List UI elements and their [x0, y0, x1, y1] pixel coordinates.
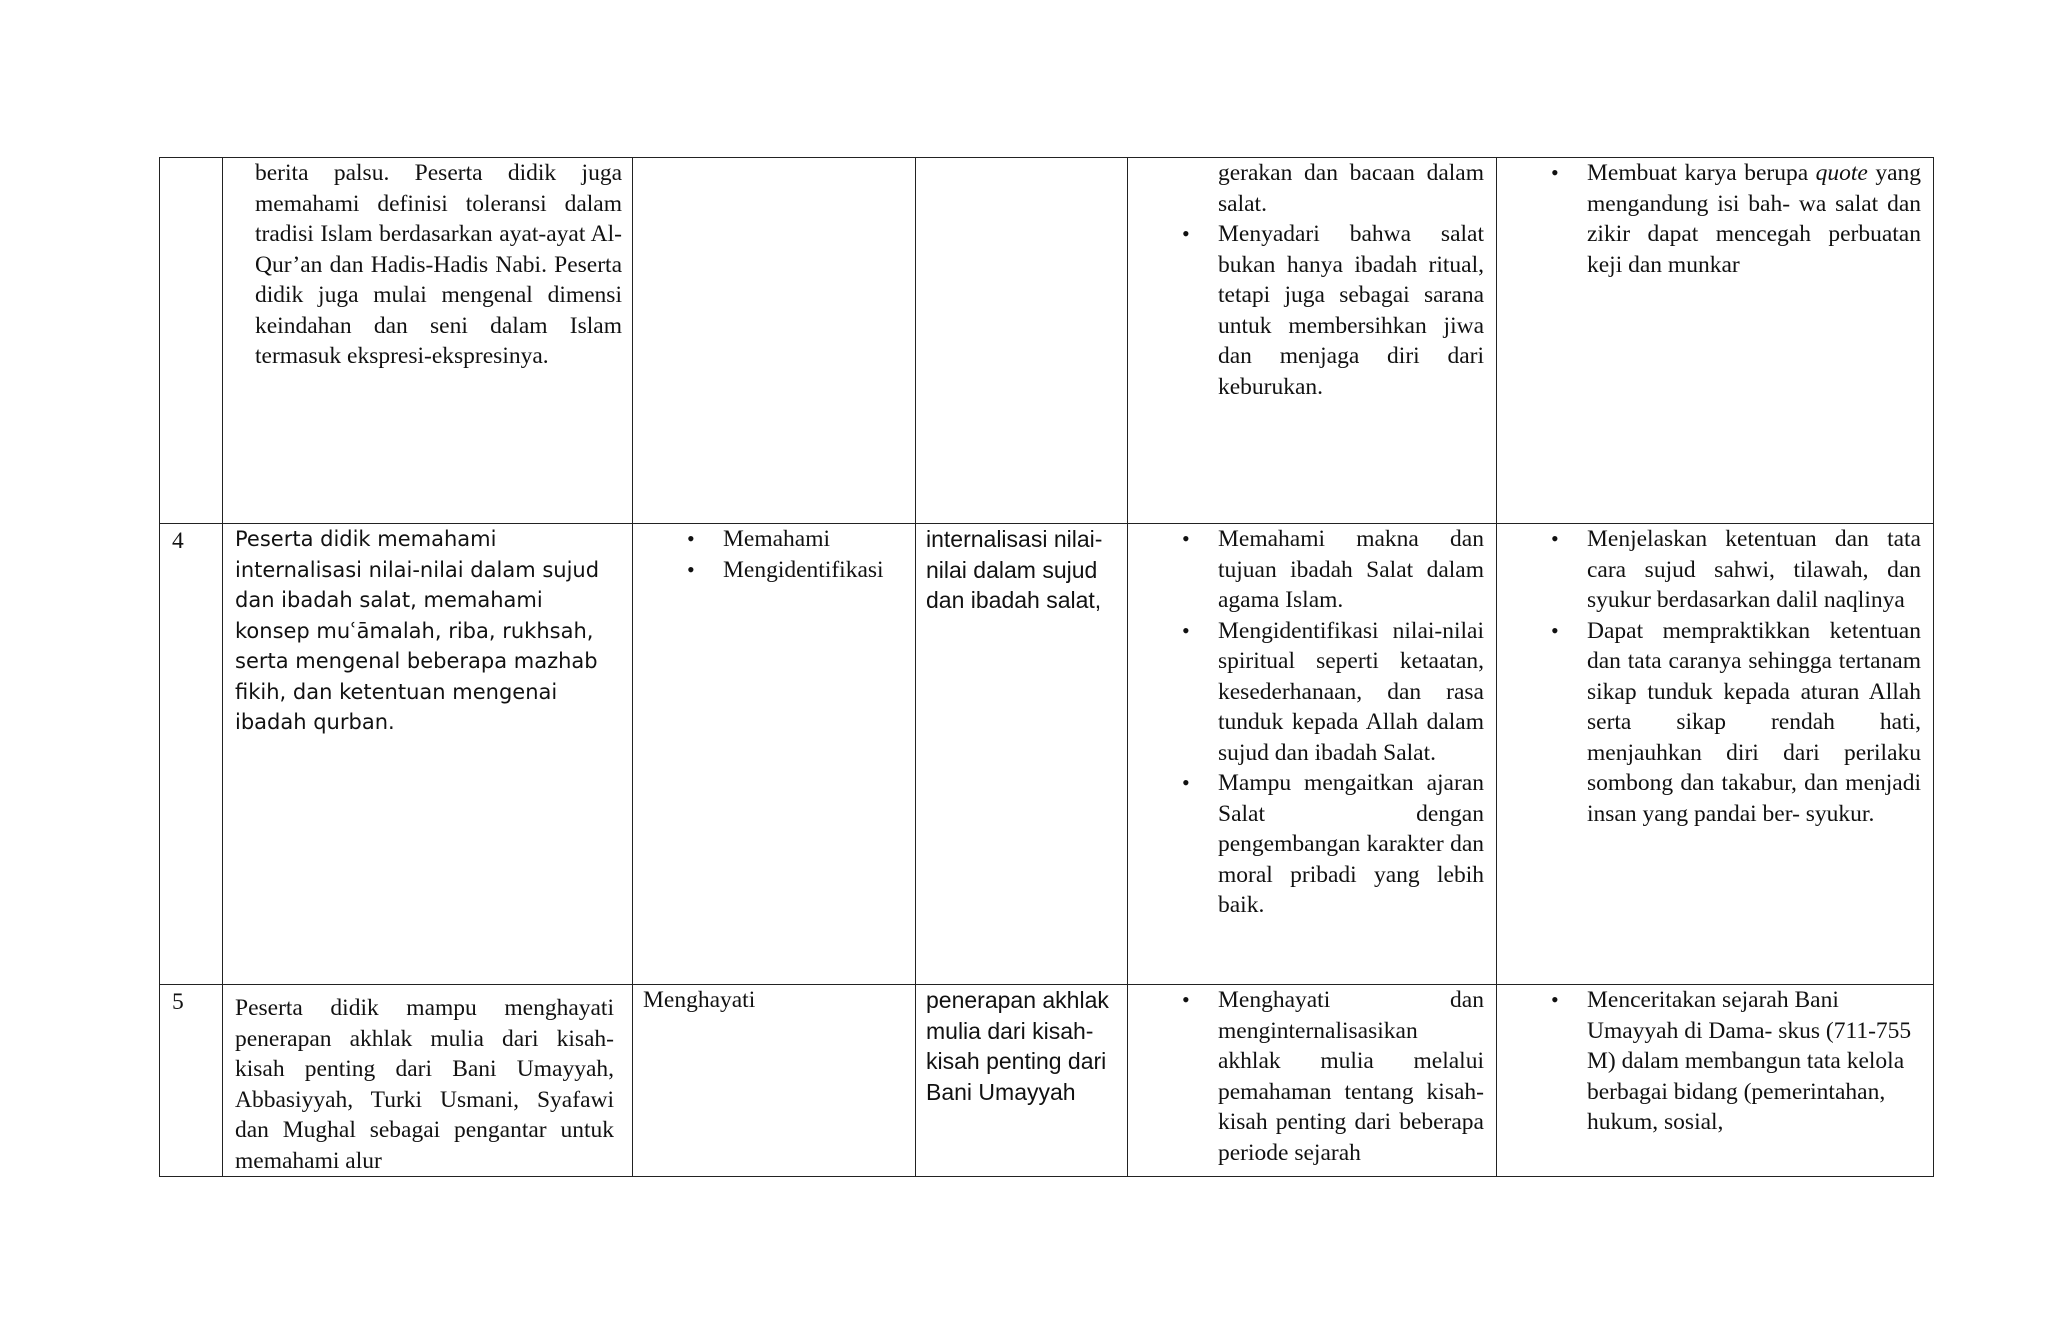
description-cell	[223, 524, 633, 985]
competency-text: Menghayati	[643, 987, 756, 1013]
activity-item: • Dapat mempraktikkan ketentuan dan tata caranya sehingga tertanam sikap tunduk kepada aturan Allah serta sikap rendah hati, menjauhkan diri dari perilaku sombong dan takabur, dan menjadi insan yang pandai ber- syukur.	[1587, 616, 1921, 830]
description-text: berita palsu. Peserta didik juga memahami definisi toleransi dalam tradisi Islam berdasarkan ayat-ayat Al-Qur’an dan Hadis-Hadis Nabi. Peserta didik juga mulai mengenal dimensi keindahan dan seni dalam Islam termasuk ekspresi-ekspresinya.	[255, 160, 622, 369]
description-cell	[223, 158, 633, 524]
activities-cell	[1497, 985, 1934, 1177]
objectives-cell	[1128, 158, 1497, 524]
activity-item	[1587, 158, 1921, 280]
competency-cell	[633, 158, 916, 524]
activity-text-italic: quote	[1815, 160, 1868, 186]
row-number-cell	[160, 158, 223, 524]
row-number-cell	[160, 985, 223, 1177]
activities-list	[1497, 985, 1933, 1138]
competency-cell	[633, 985, 916, 1177]
objectives-cell	[1128, 524, 1497, 985]
objectives-list	[1128, 985, 1496, 1168]
description-text: Peserta didik memahami internalisasi nilai-nilai dalam sujud dan ibadah salat, memahami konsep muʿāmalah, riba, rukhsah, serta mengenal beberapa mazhab fikih, dan ketentuan mengenai ibadah qurban.	[235, 527, 600, 734]
competency-list	[633, 524, 915, 585]
table-row	[160, 985, 1934, 1177]
objectives-list	[1128, 219, 1496, 402]
row-number-cell	[160, 524, 223, 985]
material-cell	[916, 158, 1128, 524]
activities-cell	[1497, 524, 1934, 985]
activity-item: • Menjelaskan ketentuan dan tata cara sujud sahwi, tilawah, dan syukur berdasarkan dalil naqlinya	[1587, 524, 1921, 616]
activity-item: • Menceritakan sejarah Bani Umayyah di Dama- skus (711-755 M) dalam membangun tata kelola berbagai bidang (pemerintahan, hukum, sosial,	[1587, 985, 1923, 1138]
material-text: penerapan akhlak mulia dari kisah-kisah penting dari Bani Umayyah	[926, 987, 1109, 1105]
objectives-list	[1128, 524, 1496, 921]
activities-list	[1497, 524, 1933, 829]
activities-cell	[1497, 158, 1934, 524]
activities-list	[1497, 158, 1933, 280]
objective-item: • Mengidentifikasi nilai-nilai spiritual seperti ketaatan, kesederhanaan, dan rasa tunduk kepada Allah dalam sujud dan ibadah Salat.	[1218, 616, 1484, 769]
objective-item: • Memahami makna dan tujuan ibadah Salat dalam agama Islam.	[1218, 524, 1484, 616]
material-text: internalisasi nilai-nilai dalam sujud dan ibadah salat,	[926, 526, 1103, 613]
curriculum-table	[159, 157, 1934, 1177]
table-row	[160, 524, 1934, 985]
row-number: 4	[172, 528, 184, 554]
activity-text-after: yang mengandung isi bah- wa salat dan zikir dapat mencegah perbuatan keji dan munkar	[1587, 160, 1922, 278]
table-row	[160, 158, 1934, 524]
description-cell	[223, 985, 633, 1177]
objective-item: • Menghayati dan menginternalisasikan akhlak mulia melalui pemahaman tentang kisah-kisah penting dari beberapa periode sejarah	[1218, 985, 1484, 1168]
material-cell	[916, 985, 1128, 1177]
competency-item: • Memahami	[723, 524, 905, 555]
objectives-cell	[1128, 985, 1497, 1177]
objective-item: • Mampu mengaitkan ajaran Salat dengan pengembangan karakter dan moral pribadi yang lebih baik.	[1218, 768, 1484, 921]
competency-cell	[633, 524, 916, 985]
objective-item: • Menyadari bahwa salat bukan hanya ibadah ritual, tetapi juga sebagai sarana untuk membersihkan jiwa dan menjaga diri dari keburukan.	[1218, 219, 1484, 402]
description-text: Peserta didik mampu menghayati penerapan akhlak mulia dari kisah-kisah penting dari Bani Umayyah, Abbasiyyah, Turki Usmani, Syafawi dan Mughal sebagai pengantar untuk memahami alur	[235, 995, 614, 1174]
row-number: 5	[172, 989, 184, 1015]
objective-continued: gerakan dan bacaan dalam salat.	[1218, 160, 1484, 217]
material-cell	[916, 524, 1128, 985]
competency-item: • Mengidentifikasi	[723, 555, 905, 586]
activity-text-before: Membuat karya berupa	[1587, 160, 1816, 186]
row-number	[160, 158, 222, 160]
